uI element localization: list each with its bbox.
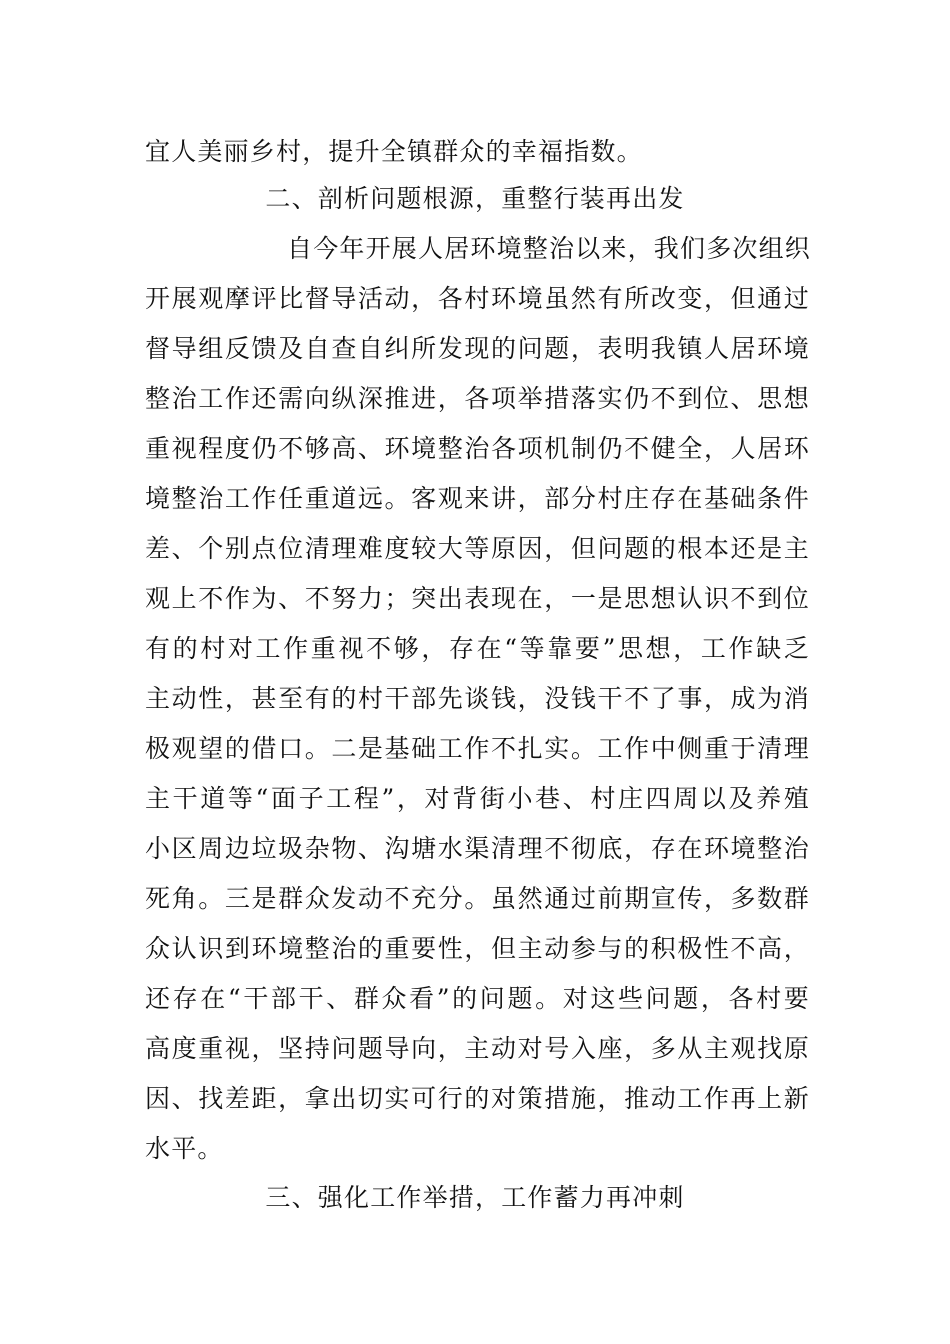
paragraph-line: 境整治工作任重道远。客观来讲，部分村庄存在基础条件 [145,484,810,513]
section-heading-3: 三、强化工作举措，工作蓄力再冲刺 [265,1183,685,1212]
paragraph-line: 死角。三是群众发动不充分。虽然通过前期宣传，多数群 [145,884,810,913]
paragraph-line: 水平。 [145,1134,224,1163]
paragraph-line: 还存在“干部干、群众看”的问题。对这些问题，各村要 [145,984,810,1013]
intro-line: 宜人美丽乡村，提升全镇群众的幸福指数。 [145,137,643,166]
paragraph-line: 观上不作为、不努力；突出表现在，一是思想认识不到位 [145,584,810,613]
section-heading-2: 二、剖析问题根源，重整行装再出发 [265,184,685,213]
paragraph-line: 督导组反馈及自查自纠所发现的问题，表明我镇人居环境 [145,334,810,363]
paragraph-line: 自今年开展人居环境整治以来，我们多次组织 [287,234,812,263]
paragraph-line: 主动性，甚至有的村干部先谈钱，没钱干不了事，成为消 [145,684,810,713]
paragraph-line: 因、找差距，拿出切实可行的对策措施，推动工作再上新 [145,1084,810,1113]
paragraph-line: 重视程度仍不够高、环境整治各项机制仍不健全，人居环 [145,434,810,463]
paragraph-line: 有的村对工作重视不够，存在“等靠要”思想，工作缺乏 [145,634,810,663]
paragraph-line: 极观望的借口。二是基础工作不扎实。工作中侧重于清理 [145,734,810,763]
paragraph-line: 主干道等“面子工程”，对背街小巷、村庄四周以及养殖 [145,784,810,813]
paragraph-line: 差、个别点位清理难度较大等原因，但问题的根本还是主 [145,534,810,563]
paragraph-line: 小区周边垃圾杂物、沟塘水渠清理不彻底，存在环境整治 [145,834,810,863]
paragraph-line: 开展观摩评比督导活动，各村环境虽然有所改变，但通过 [145,284,810,313]
paragraph-line: 整治工作还需向纵深推进，各项举措落实仍不到位、思想 [145,384,810,413]
paragraph-line: 高度重视，坚持问题导向，主动对号入座，多从主观找原 [145,1034,810,1063]
paragraph-line: 众认识到环境整治的重要性，但主动参与的积极性不高， [145,934,810,963]
